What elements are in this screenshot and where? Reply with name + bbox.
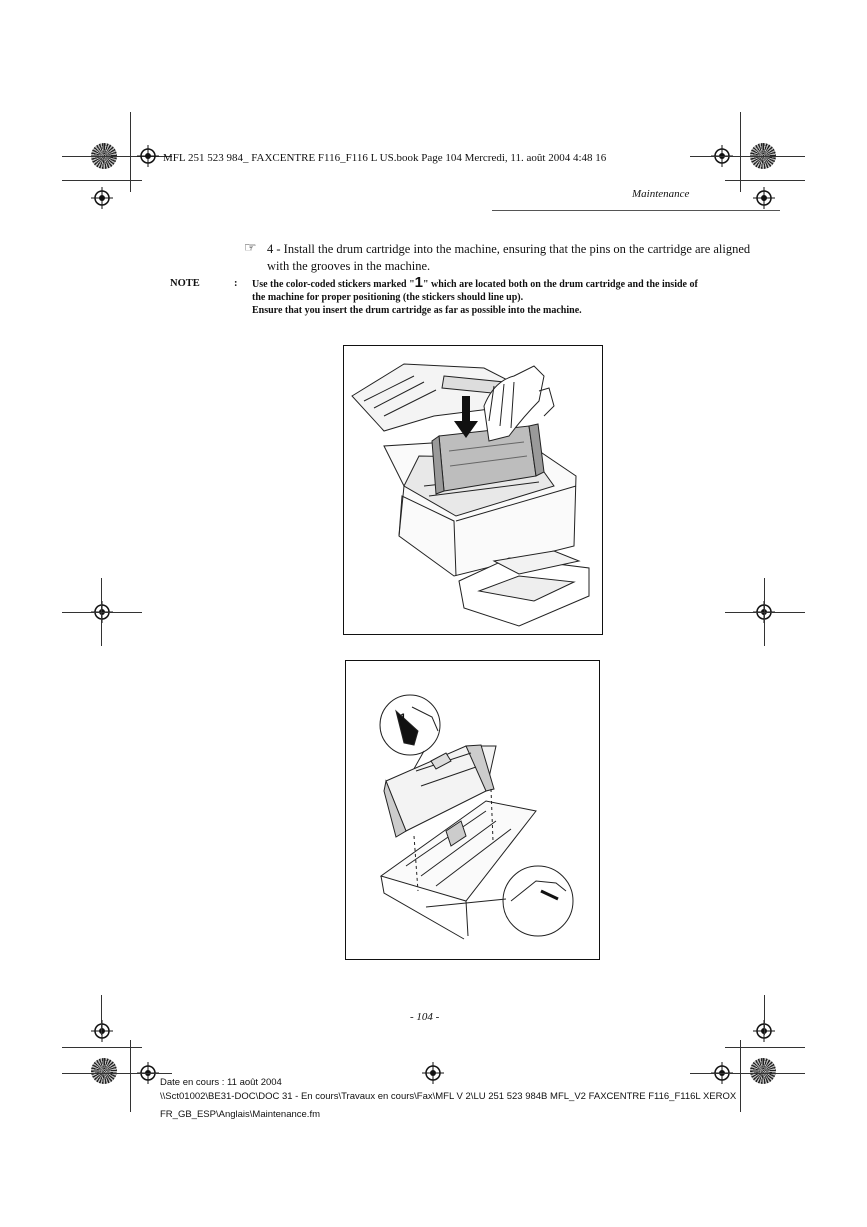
footer-date: Date en cours : 11 août 2004 bbox=[160, 1077, 282, 1088]
section-title: Maintenance bbox=[632, 188, 690, 200]
registration-mark-icon bbox=[91, 1020, 113, 1042]
step-line-2: with the grooves in the machine. bbox=[267, 259, 431, 273]
note-line-2: the machine for proper positioning (the stickers should line up). bbox=[252, 292, 524, 303]
registration-mark-icon bbox=[91, 187, 113, 209]
registration-mark-icon bbox=[753, 187, 775, 209]
drum-alignment-illustration bbox=[346, 661, 599, 959]
step-line-1: 4 - Install the drum cartridge into the machine, ensuring that the pins on the cartridge are aligned bbox=[267, 242, 751, 256]
sticker-inset-label: 1 bbox=[400, 712, 407, 724]
figure-install-drum bbox=[343, 345, 603, 635]
sticker-mark: 1 bbox=[414, 274, 423, 291]
color-rosette-icon bbox=[750, 1058, 776, 1084]
note-line-1-end: " which are located both on the drum cartridge and the inside of bbox=[423, 279, 698, 290]
note-line-1-start: Use the color-coded stickers marked " bbox=[252, 279, 415, 290]
registration-mark-icon bbox=[137, 145, 159, 167]
section-rule bbox=[492, 210, 780, 211]
note-label: NOTE bbox=[170, 278, 200, 289]
print-footer bbox=[160, 1076, 736, 1122]
note-body bbox=[252, 276, 732, 317]
fax-machine-illustration bbox=[344, 346, 602, 634]
figure-sticker-alignment bbox=[345, 660, 600, 960]
print-header: MFL 251 523 984_ FAXCENTRE F116_F116 L US.book Page 104 Mercredi, 11. août 2004 4:48 16 bbox=[163, 152, 607, 164]
color-rosette-icon bbox=[91, 1058, 117, 1084]
note-colon: : bbox=[234, 278, 238, 289]
footer-file: FR_GB_ESP\Anglais\Maintenance.fm bbox=[160, 1109, 320, 1120]
pointing-hand-icon: ☞ bbox=[244, 241, 257, 256]
page-number: - 104 - bbox=[410, 1011, 440, 1023]
note-line-3: Ensure that you insert the drum cartridge as far as possible into the machine. bbox=[252, 305, 582, 316]
footer-path: \\Sct01002\BE31-DOC\DOC 31 - En cours\Travaux en cours\Fax\MFL V 2\LU 251 523 984B MFL_V2 FAXCENTRE F116_F116L XEROX bbox=[160, 1091, 737, 1102]
